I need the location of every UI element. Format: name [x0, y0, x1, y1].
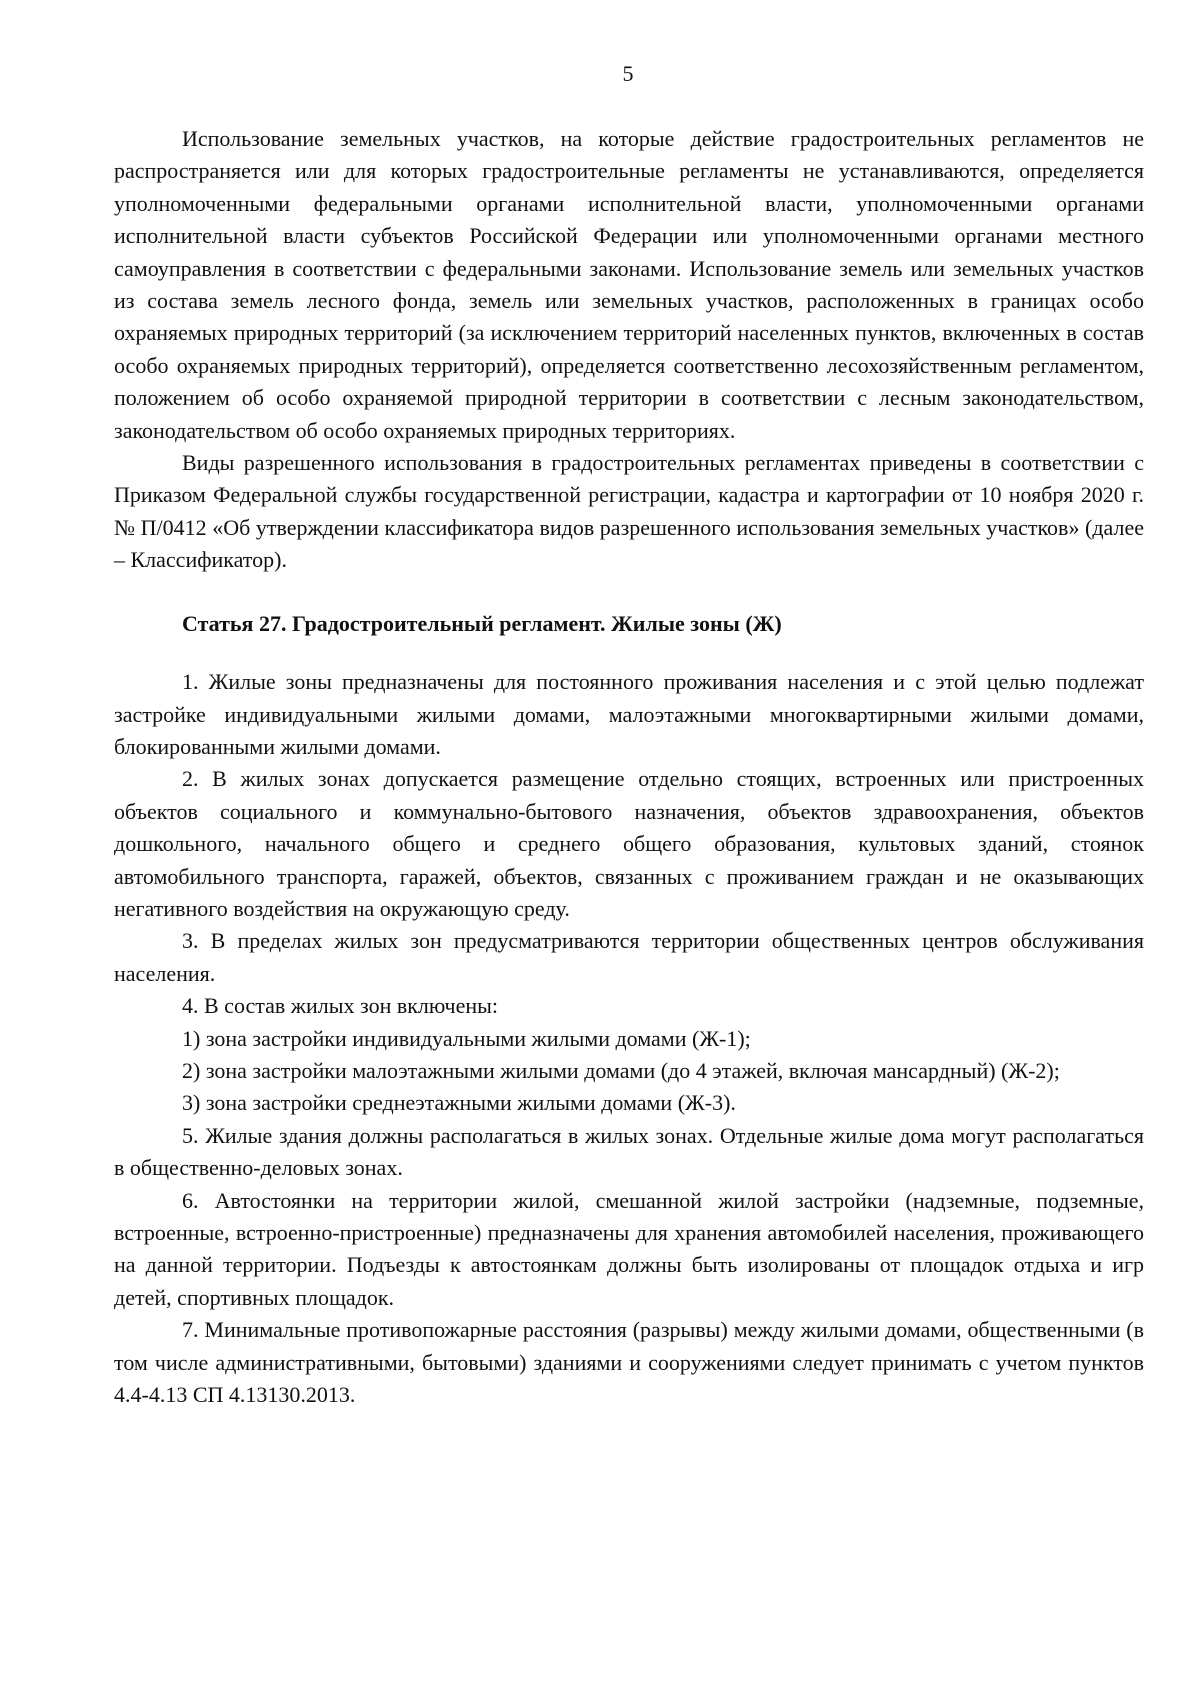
paragraph: Виды разрешенного использования в градостроительных регламентах приведены в соответствии с Приказом Федеральной службы государственной регистрации, кадастра и картографии от 10 ноября 2020 г. № П/0412 «Об утверждении классификатора видов разрешенного использования земельных участков» (далее – Классификатор). — [114, 450, 1144, 573]
paragraph: 1. Жилые зоны предназначены для постоянного проживания населения и с этой целью подлежат застройке индивидуальными жилыми домами, малоэтажными многоквартирными жилыми домами, блокированными жилыми домами. — [114, 669, 1144, 759]
paragraph: 4. В состав жилых зон включены: — [182, 993, 499, 1019]
paragraph: 5. Жилые здания должны располагаться в жилых зонах. Отдельные жилые дома могут располагаться в общественно-деловых зонах. — [114, 1122, 1144, 1181]
article-heading: Статья 27. Градостроительный регламент. Жилые зоны (Ж) — [182, 610, 782, 636]
page-number: 5 — [622, 61, 634, 86]
paragraph: 7. Минимальные противопожарные расстояния (разрывы) между жилыми домами, общественными (в том числе административными, бытовыми) зданиями и сооружениями следует принимать с учетом пунктов 4.4-4.13 СП 4.13130.2013. — [114, 1317, 1144, 1408]
paragraph: 2. В жилых зонах допускается размещение отдельно стоящих, встроенных или пристроенных объектов социального и коммунально-бытового назначения, объектов здравоохранения, объектов дошкольного, начального общего и среднего общего образования, культовых зданий, стоянок автомобильного транспорта, гаражей, объектов, связанных с проживанием граждан и не оказывающих негативного воздействия на окружающую среду. — [114, 766, 1144, 921]
article-section — [114, 666, 1144, 1411]
list-item: 1) зона застройки индивидуальными жилыми домами (Ж-1); — [182, 1025, 751, 1051]
paragraph: Использование земельных участков, на которые действие градостроительных регламентов не распространяется или для которых градостроительные регламенты не устанавливаются, определяется уполномоченными федеральными органами исполнительной власти, уполномоченными органами исполнительной власти субъектов Российской Федерации или уполномоченными органами местного самоуправления в соответствии с федеральными законами. Использование земель или земельных участков из состава земель лесного фонда, земель или земельных участков, расположенных в границах особо охраняемых природных территорий (за исключением территорий населенных пунктов, включенных в состав особо охраняемых природных территорий), определяется соответственно лесохозяйственным регламентом, положением об особо охраняемой природной территории в соответствии с лесным законодательством, законодательством об особо охраняемых природных территориях. — [114, 126, 1144, 443]
intro-section — [114, 123, 1144, 577]
list-item: 3) зона застройки среднеэтажными жилыми домами (Ж-3). — [182, 1090, 736, 1116]
paragraph: 3. В пределах жилых зон предусматриваются территории общественных центров обслуживания населения. — [114, 928, 1144, 986]
list-item: 2) зона застройки малоэтажными жилыми домами (до 4 этажей, включая мансардный) (Ж-2); — [182, 1057, 1060, 1083]
paragraph: 6. Автостоянки на территории жилой, смешанной жилой застройки (надземные, подземные, встроенные, встроенно-пристроенные) предназначены для хранения автомобилей населения, проживающего на данной территории. Подъезды к автостоянкам должны быть изолированы от площадок отдыха и игр детей, спортивных площадок. — [114, 1187, 1144, 1310]
